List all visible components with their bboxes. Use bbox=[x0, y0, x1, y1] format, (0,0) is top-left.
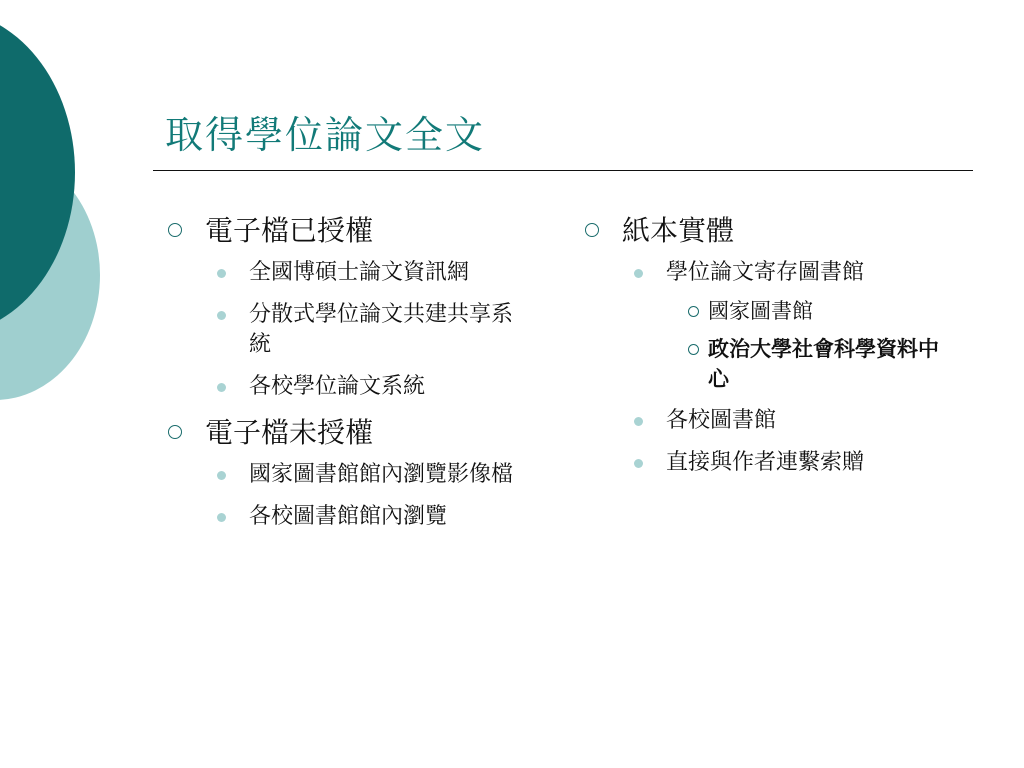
sub-list bbox=[205, 258, 535, 402]
dot-bullet-icon bbox=[217, 269, 226, 278]
dot-bullet-icon bbox=[217, 383, 226, 392]
sub-list-item bbox=[205, 372, 535, 402]
title-divider bbox=[153, 170, 973, 171]
dot-bullet-icon bbox=[634, 417, 643, 426]
sub-item-label: 各校圖書館 bbox=[666, 408, 777, 433]
dot-bullet-icon bbox=[217, 513, 226, 522]
dot-bullet-icon bbox=[217, 311, 226, 320]
sub-sub-item-label: 國家圖書館 bbox=[708, 299, 813, 323]
hollow-circle-bullet-icon bbox=[688, 344, 699, 355]
sub-item-label: 學位論文寄存圖書館 bbox=[666, 260, 865, 285]
hollow-circle-bullet-icon bbox=[585, 223, 599, 237]
sub-list-item bbox=[622, 258, 952, 394]
sub-item-label: 全國博碩士論文資訊網 bbox=[249, 260, 470, 285]
list-item bbox=[582, 212, 952, 478]
sub-sub-list bbox=[666, 296, 952, 394]
item-label: 電子檔未授權 bbox=[205, 416, 374, 449]
sub-list bbox=[622, 258, 952, 478]
hollow-circle-bullet-icon bbox=[688, 306, 699, 317]
sub-item-label: 直接與作者連繫索贈 bbox=[666, 450, 865, 475]
sub-list-item bbox=[205, 258, 535, 288]
sub-list-item bbox=[622, 448, 952, 478]
sub-item-label: 國家圖書館館內瀏覽影像檔 bbox=[249, 462, 514, 487]
list-item bbox=[165, 414, 535, 532]
sub-item-label: 各校學位論文系統 bbox=[249, 374, 426, 399]
sub-list-item bbox=[205, 300, 535, 360]
sub-sub-list-item bbox=[666, 296, 952, 326]
slide-title: 取得學位論文全文 bbox=[165, 113, 486, 157]
dot-bullet-icon bbox=[217, 471, 226, 480]
hollow-circle-bullet-icon bbox=[168, 425, 182, 439]
sub-list-item bbox=[205, 460, 535, 490]
sub-sub-item-label: 政治大學社會科學資料中心 bbox=[708, 336, 939, 391]
left-column bbox=[165, 212, 535, 544]
sub-list bbox=[205, 460, 535, 532]
sub-list-item bbox=[205, 502, 535, 532]
dot-bullet-icon bbox=[634, 459, 643, 468]
sub-item-label: 分散式學位論文共建共享系統 bbox=[249, 302, 514, 357]
dot-bullet-icon bbox=[634, 269, 643, 278]
sub-item-label: 各校圖書館館內瀏覽 bbox=[249, 504, 448, 529]
right-column bbox=[582, 212, 952, 490]
sub-sub-list-item bbox=[666, 334, 952, 394]
list-item bbox=[165, 212, 535, 402]
hollow-circle-bullet-icon bbox=[168, 223, 182, 237]
item-label: 電子檔已授權 bbox=[205, 214, 374, 247]
item-label: 紙本實體 bbox=[622, 214, 735, 247]
sub-list-item bbox=[622, 406, 952, 436]
